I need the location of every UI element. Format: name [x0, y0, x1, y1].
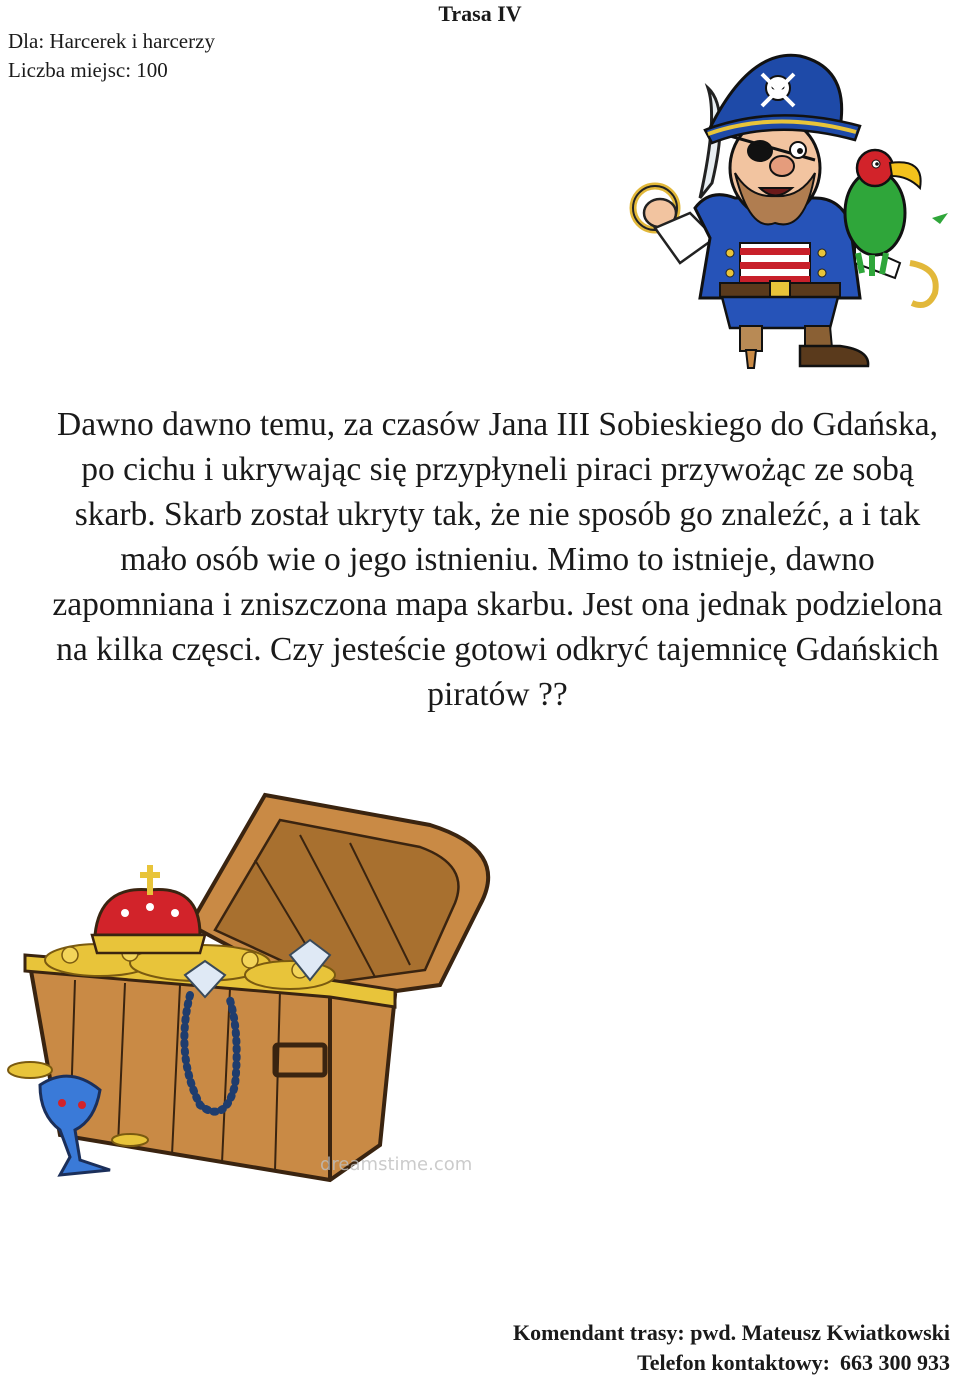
- phone-line: [513, 1348, 950, 1378]
- phone-number: 663 300 933: [840, 1350, 950, 1375]
- story-text: Dawno dawno temu, za czasów Jana III Sobieskiego do Gdańska, po cichu i ukrywając się przypłyneli piraci przywożąc ze sobą skarb. Skarb został ukryty tak, że nie sposób go znaleźć, a i tak mało osób wie o jego istnieniu. Mimo to istnieje, dawno zapomniana i zniszczona mapa skarbu. Jest ona jednak podzielona na kilka częsci. Czy jesteście gotowi odkryć tajemnicę Gdańskich piratów ??: [52, 406, 943, 713]
- commander-label: Komendant trasy:: [513, 1320, 685, 1345]
- phone-label: Telefon kontaktowy:: [637, 1350, 830, 1375]
- watermark-text: dreamstime.com: [320, 1154, 473, 1175]
- commander-line: [513, 1318, 950, 1348]
- pirate-illustration: [600, 48, 950, 373]
- commander-name: pwd. Mateusz Kwiatkowski: [690, 1320, 950, 1345]
- page-title: Trasa IV: [438, 1, 522, 26]
- capacity-text: Liczba miejsc: 100: [8, 58, 168, 82]
- treasure-chest-illustration: [0, 785, 540, 1185]
- route-meta: [8, 27, 215, 85]
- footer-contact: [513, 1318, 950, 1378]
- audience-text: Dla: Harcerek i harcerzy: [8, 29, 215, 53]
